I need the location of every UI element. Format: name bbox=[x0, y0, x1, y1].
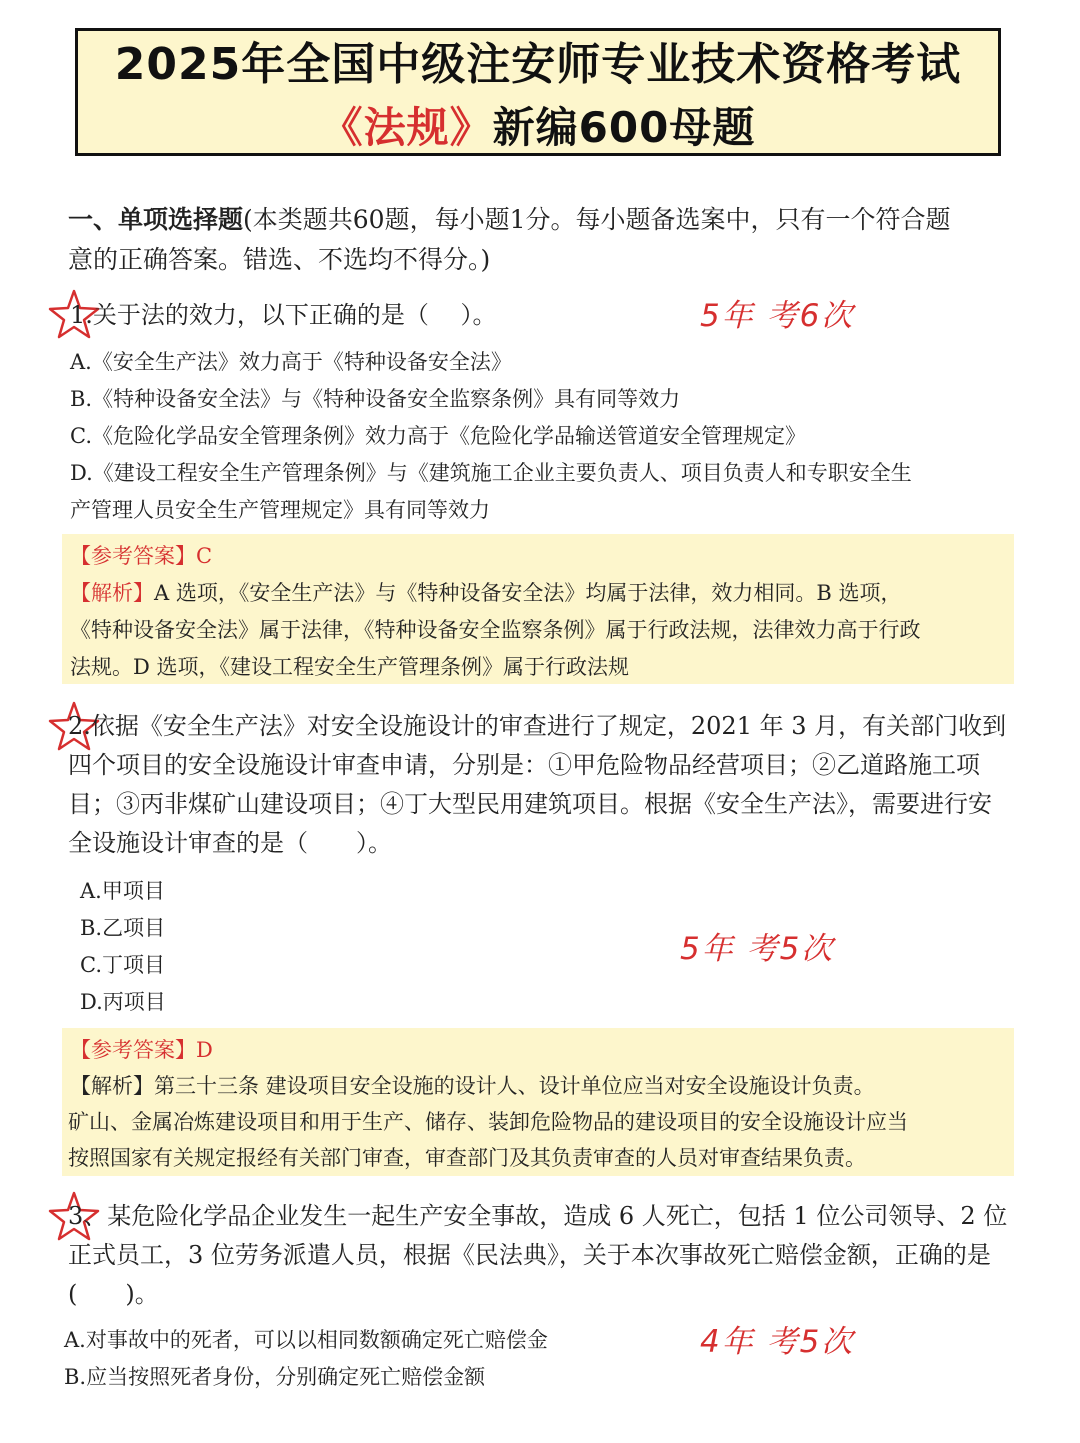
question-3-option-a: A.对事故中的死者，可以以相同数额确定死亡赔偿金 bbox=[64, 1328, 548, 1352]
question-2-stem-line3: 目；③丙非煤矿山建设项目；④丁大型民用建筑项目。根据《安全生产法》，需要进行安 bbox=[68, 790, 992, 818]
question-3-stem-line2: 正式员工，3 位劳务派遣人员，根据《民法典》，关于本次事故死亡赔偿金额，正确的是 bbox=[68, 1241, 991, 1269]
subtitle-law-name: 《法规》 bbox=[320, 103, 493, 152]
section-intro-line1 bbox=[68, 200, 951, 240]
question-2-frequency-note: 5年 考5次 bbox=[680, 931, 835, 967]
question-3-option-b: B.应当按照死者身份，分别确定死亡赔偿金额 bbox=[64, 1365, 486, 1389]
question-1-option-d: D.《建设工程安全生产管理条例》与《建筑施工企业主要负责人、项目负责人和专职安全生 bbox=[70, 461, 912, 485]
question-1-answer bbox=[70, 538, 212, 575]
page-title: 2025年全国中级注安师专业技术资格考试 bbox=[114, 39, 962, 90]
answer-label: 【参考答案】 bbox=[70, 544, 196, 568]
question-2-answer-box bbox=[62, 1028, 1014, 1176]
question-2-stem-line4: 全设施设计审查的是（ ）。 bbox=[68, 829, 392, 857]
question-3-stem-line1: 3、某危险化学品企业发生一起生产安全事故，造成 6 人死亡，包括 1 位公司领导、2 位 bbox=[68, 1202, 1008, 1230]
page-subtitle bbox=[78, 101, 998, 155]
subtitle-rest: 新编600母题 bbox=[492, 103, 756, 152]
question-2-option-d: D.丙项目 bbox=[80, 990, 166, 1014]
question-2-option-a: A.甲项目 bbox=[80, 879, 165, 903]
question-1-analysis-line3: 法规。D 选项，《建设工程安全生产管理条例》属于行政法规 bbox=[70, 655, 630, 679]
question-1-frequency-note: 5年 考6次 bbox=[700, 298, 855, 334]
question-2-option-b: B.乙项目 bbox=[80, 916, 166, 940]
analysis-label: 【解析】 bbox=[70, 581, 154, 605]
section-heading: 一、单项选择题 bbox=[68, 205, 244, 234]
question-2-answer bbox=[70, 1032, 213, 1069]
question-1-option-c: C.《危险化学品安全管理条例》效力高于《危险化学品输送管道安全管理规定》 bbox=[70, 424, 806, 448]
question-2-option-c: C.丁项目 bbox=[80, 953, 165, 977]
analysis-text: A 选项，《安全生产法》与《特种设备安全法》均属于法律，效力相同。B 选项， bbox=[154, 581, 902, 605]
question-1-analysis-line1 bbox=[70, 575, 901, 612]
question-1-option-a: A.《安全生产法》效力高于《特种设备安全法》 bbox=[70, 350, 512, 374]
section-intro-line2: 意的正确答案。错选、不选均不得分。) bbox=[68, 245, 491, 274]
question-2-analysis-line3: 按照国家有关规定报经有关部门审查，审查部门及其负责审查的人员对审查结果负责。 bbox=[68, 1146, 866, 1170]
title-banner bbox=[75, 28, 1001, 156]
answer-value: D bbox=[196, 1038, 213, 1062]
question-3-frequency-note: 4年 考5次 bbox=[700, 1324, 855, 1360]
question-2-analysis-line2: 矿山、金属冶炼建设项目和用于生产、储存、装卸危险物品的建设项目的安全设施设计应当 bbox=[68, 1110, 908, 1134]
question-1-option-d-cont: 产管理人员安全生产管理规定》具有同等效力 bbox=[70, 498, 490, 522]
question-3-stem-line3: ( )。 bbox=[68, 1280, 159, 1308]
question-2-analysis-line1 bbox=[70, 1068, 875, 1105]
question-2-stem-line2: 四个项目的安全设施设计审查申请，分别是：①甲危险物品经营项目；②乙道路施工项 bbox=[68, 751, 980, 779]
question-1-answer-box bbox=[62, 534, 1014, 684]
question-1-stem: 1.关于法的效力，以下正确的是（ ）。 bbox=[70, 301, 497, 329]
answer-label: 【参考答案】 bbox=[70, 1038, 196, 1062]
question-2-stem-line1: 2.依据《安全生产法》对安全设施设计的审查进行了规定，2021 年 3 月，有关部门收到 bbox=[68, 712, 1007, 740]
answer-value: C bbox=[196, 544, 213, 568]
analysis-label: 【解析】 bbox=[70, 1074, 154, 1098]
question-1-option-b: B.《特种设备安全法》与《特种设备安全监察条例》具有同等效力 bbox=[70, 387, 681, 411]
section-description: (本类题共60题，每小题1分。每小题备选案中，只有一个符合题 bbox=[243, 205, 951, 234]
question-1-analysis-line2: 《特种设备安全法》属于法律，《特种设备安全监察条例》属于行政法规，法律效力高于行政 bbox=[70, 618, 921, 642]
analysis-text: 第三十三条 建设项目安全设施的设计人、设计单位应当对安全设施设计负责。 bbox=[154, 1074, 875, 1098]
